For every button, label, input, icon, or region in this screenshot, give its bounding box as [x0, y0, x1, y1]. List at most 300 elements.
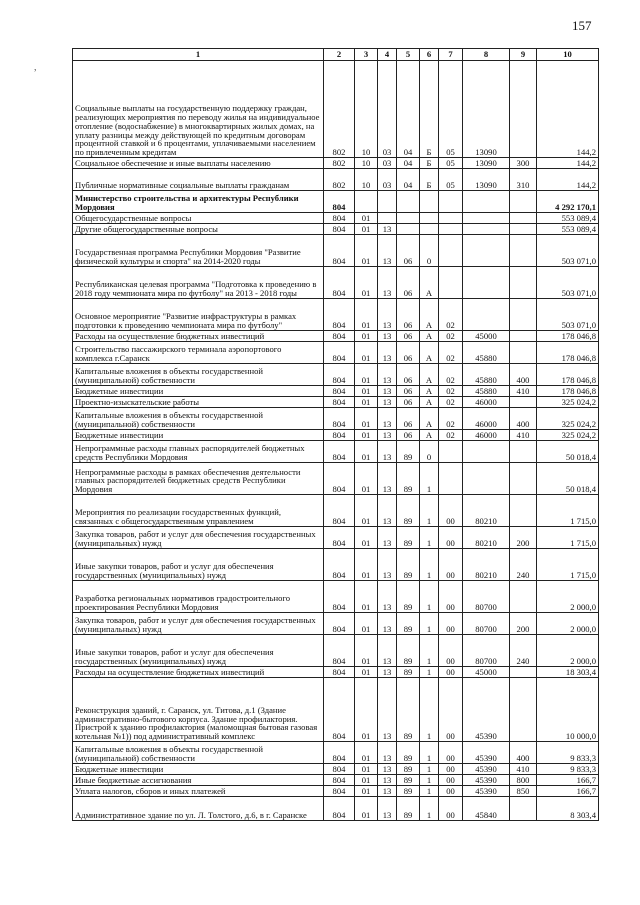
row-napr: 13090 — [463, 158, 510, 169]
row-podprog: А — [420, 386, 439, 397]
margin-mark: , — [34, 62, 37, 73]
row-podprog: 1 — [420, 581, 439, 613]
row-podrazdel: 03 — [378, 158, 397, 169]
row-sum: 144,2 — [537, 158, 599, 169]
table-row — [73, 169, 599, 191]
row-ved: 804 — [324, 549, 355, 581]
row-podrazdel: 03 — [378, 169, 397, 191]
row-vid: 200 — [510, 527, 537, 549]
table-row — [73, 61, 599, 158]
row-podrazdel: 13 — [378, 635, 397, 667]
row-vid — [510, 213, 537, 224]
row-ved: 804 — [324, 430, 355, 441]
row-meropr: 00 — [439, 549, 463, 581]
row-podrazdel: 13 — [378, 581, 397, 613]
row-podrazdel: 13 — [378, 430, 397, 441]
row-vid — [510, 342, 537, 364]
row-ved: 804 — [324, 342, 355, 364]
row-razdel: 01 — [355, 299, 378, 331]
row-razdel: 01 — [355, 386, 378, 397]
row-napr — [463, 224, 510, 235]
row-podprog: 1 — [420, 463, 439, 495]
row-name: Бюджетные инвестиции — [73, 430, 324, 441]
row-ved: 802 — [324, 158, 355, 169]
row-podrazdel: 13 — [378, 549, 397, 581]
table-row — [73, 441, 599, 463]
row-meropr: 02 — [439, 386, 463, 397]
row-razdel: 10 — [355, 61, 378, 158]
row-ved: 804 — [324, 224, 355, 235]
table-row — [73, 397, 599, 408]
row-ved: 804 — [324, 775, 355, 786]
row-prog: 89 — [397, 527, 420, 549]
row-meropr: 05 — [439, 61, 463, 158]
row-name: Административное здание по ул. Л. Толстого, д.6, в г. Саранске — [73, 797, 324, 821]
row-razdel: 01 — [355, 613, 378, 635]
row-name: Непрограммные расходы главных распорядителей бюджетных средств Республики Мордовия — [73, 441, 324, 463]
row-sum: 8 303,4 — [537, 797, 599, 821]
row-razdel: 01 — [355, 678, 378, 742]
row-razdel: 01 — [355, 267, 378, 299]
row-podprog: 1 — [420, 775, 439, 786]
table-row — [73, 667, 599, 678]
row-napr: 45880 — [463, 386, 510, 397]
table-row — [73, 342, 599, 364]
row-sum: 2 000,0 — [537, 581, 599, 613]
row-podprog: 1 — [420, 742, 439, 764]
row-ved: 804 — [324, 331, 355, 342]
row-sum: 553 089,4 — [537, 224, 599, 235]
row-vid: 300 — [510, 158, 537, 169]
row-name: Публичные нормативные социальные выплаты гражданам — [73, 169, 324, 191]
row-meropr: 02 — [439, 364, 463, 386]
row-prog: 06 — [397, 364, 420, 386]
row-meropr — [439, 235, 463, 267]
table-row — [73, 299, 599, 331]
row-prog — [397, 191, 420, 213]
row-meropr — [439, 441, 463, 463]
row-razdel: 01 — [355, 797, 378, 821]
row-prog: 06 — [397, 331, 420, 342]
row-prog: 89 — [397, 678, 420, 742]
row-napr: 45390 — [463, 764, 510, 775]
row-prog: 89 — [397, 797, 420, 821]
row-podprog: А — [420, 430, 439, 441]
row-razdel: 01 — [355, 397, 378, 408]
row-podrazdel: 13 — [378, 441, 397, 463]
row-podrazdel — [378, 213, 397, 224]
table-row — [73, 191, 599, 213]
table-row — [73, 495, 599, 527]
row-sum: 178 046,8 — [537, 364, 599, 386]
row-napr — [463, 463, 510, 495]
row-name: Бюджетные инвестиции — [73, 386, 324, 397]
row-prog: 04 — [397, 169, 420, 191]
row-razdel — [355, 191, 378, 213]
row-vid — [510, 797, 537, 821]
row-podprog: 1 — [420, 495, 439, 527]
row-prog: 89 — [397, 775, 420, 786]
row-name: Иные закупки товаров, работ и услуг для обеспечения государственных (муниципальных) нужд — [73, 635, 324, 667]
row-vid — [510, 463, 537, 495]
row-name: Иные закупки товаров, работ и услуг для обеспечения государственных (муниципальных) нужд — [73, 549, 324, 581]
row-podprog: Б — [420, 169, 439, 191]
row-ved: 804 — [324, 408, 355, 430]
row-meropr: 02 — [439, 299, 463, 331]
row-ved: 804 — [324, 299, 355, 331]
row-sum: 144,2 — [537, 169, 599, 191]
row-prog: 06 — [397, 397, 420, 408]
row-name: Строительство пассажирского терминала аэропортового комплекса г.Саранск — [73, 342, 324, 364]
row-ved: 804 — [324, 786, 355, 797]
row-ved: 804 — [324, 267, 355, 299]
table-row — [73, 678, 599, 742]
row-vid — [510, 331, 537, 342]
row-podprog: 1 — [420, 667, 439, 678]
row-napr: 45880 — [463, 364, 510, 386]
row-napr: 80700 — [463, 635, 510, 667]
row-prog: 06 — [397, 299, 420, 331]
row-ved: 804 — [324, 581, 355, 613]
table-row — [73, 775, 599, 786]
row-podrazdel: 13 — [378, 613, 397, 635]
row-name: Основное мероприятие "Развитие инфраструктуры в рамках подготовки к проведению чемпионата мира по футболу" — [73, 299, 324, 331]
row-prog: 89 — [397, 463, 420, 495]
table-row — [73, 235, 599, 267]
row-name: Расходы на осуществление бюджетных инвестиций — [73, 667, 324, 678]
row-meropr: 02 — [439, 342, 463, 364]
row-podrazdel: 13 — [378, 495, 397, 527]
row-napr: 80700 — [463, 581, 510, 613]
row-podrazdel: 13 — [378, 786, 397, 797]
row-vid: 200 — [510, 613, 537, 635]
row-meropr — [439, 191, 463, 213]
row-prog: 06 — [397, 342, 420, 364]
row-napr — [463, 213, 510, 224]
row-podprog: А — [420, 364, 439, 386]
row-meropr: 02 — [439, 397, 463, 408]
row-sum: 4 292 170,1 — [537, 191, 599, 213]
row-razdel: 01 — [355, 775, 378, 786]
row-podrazdel: 13 — [378, 299, 397, 331]
row-meropr: 00 — [439, 764, 463, 775]
row-meropr: 00 — [439, 581, 463, 613]
row-napr: 45390 — [463, 742, 510, 764]
row-name: Социальные выплаты на государственную поддержку граждан, реализующих мероприятия по переводу жилья на индивидуальное отопление (водоснабжение) в многоквартирных жилых домах, на уплату разницы между действующей по кредитным договорам процентной ставкой и 6 процентами, уплачиваемыми населением по привлеченным кредитам — [73, 61, 324, 158]
row-napr — [463, 441, 510, 463]
row-podprog: А — [420, 408, 439, 430]
row-podrazdel: 13 — [378, 267, 397, 299]
row-sum: 325 024,2 — [537, 408, 599, 430]
row-razdel: 01 — [355, 549, 378, 581]
row-sum: 166,7 — [537, 786, 599, 797]
row-razdel: 01 — [355, 235, 378, 267]
row-podrazdel: 13 — [378, 342, 397, 364]
row-razdel: 01 — [355, 331, 378, 342]
row-sum: 503 071,0 — [537, 267, 599, 299]
row-razdel: 01 — [355, 581, 378, 613]
row-podprog: 1 — [420, 635, 439, 667]
row-prog: 06 — [397, 430, 420, 441]
row-prog: 06 — [397, 267, 420, 299]
row-napr — [463, 235, 510, 267]
row-meropr — [439, 267, 463, 299]
row-sum: 50 018,4 — [537, 463, 599, 495]
row-podprog: 1 — [420, 797, 439, 821]
row-razdel: 01 — [355, 408, 378, 430]
row-podrazdel: 13 — [378, 235, 397, 267]
row-vid — [510, 667, 537, 678]
row-ved: 802 — [324, 169, 355, 191]
row-name: Бюджетные инвестиции — [73, 764, 324, 775]
row-napr — [463, 267, 510, 299]
row-sum: 166,7 — [537, 775, 599, 786]
row-ved: 804 — [324, 386, 355, 397]
row-razdel: 01 — [355, 224, 378, 235]
row-napr: 13090 — [463, 61, 510, 158]
row-prog: 89 — [397, 635, 420, 667]
row-name: Социальное обеспечение и иные выплаты населению — [73, 158, 324, 169]
row-name: Капитальные вложения в объекты государственной (муниципальной) собственности — [73, 364, 324, 386]
column-header-5: 5 — [397, 49, 420, 61]
row-ved: 804 — [324, 527, 355, 549]
row-razdel: 01 — [355, 430, 378, 441]
row-podprog: А — [420, 342, 439, 364]
row-name: Расходы на осуществление бюджетных инвестиций — [73, 331, 324, 342]
row-razdel: 01 — [355, 764, 378, 775]
row-ved: 804 — [324, 463, 355, 495]
row-sum: 1 715,0 — [537, 549, 599, 581]
row-razdel: 01 — [355, 364, 378, 386]
table-row — [73, 742, 599, 764]
row-name: Мероприятия по реализации государственных функций, связанных с общегосударственным управлением — [73, 495, 324, 527]
row-sum: 9 833,3 — [537, 742, 599, 764]
row-name: Республиканская целевая программа "Подготовка к проведению в 2018 году чемпионата мира по футболу" на 2013 - 2018 годы — [73, 267, 324, 299]
row-podrazdel: 13 — [378, 463, 397, 495]
row-podprog: А — [420, 397, 439, 408]
row-ved: 804 — [324, 635, 355, 667]
row-vid — [510, 235, 537, 267]
row-sum: 2 000,0 — [537, 613, 599, 635]
table-row — [73, 267, 599, 299]
row-vid: 400 — [510, 364, 537, 386]
row-sum: 2 000,0 — [537, 635, 599, 667]
row-name: Капитальные вложения в объекты государственной (муниципальной) собственности — [73, 742, 324, 764]
row-podrazdel: 13 — [378, 364, 397, 386]
row-ved: 804 — [324, 678, 355, 742]
row-sum: 9 833,3 — [537, 764, 599, 775]
row-razdel: 01 — [355, 527, 378, 549]
row-razdel: 01 — [355, 441, 378, 463]
row-meropr: 02 — [439, 408, 463, 430]
row-meropr: 00 — [439, 495, 463, 527]
row-vid — [510, 299, 537, 331]
row-podrazdel — [378, 191, 397, 213]
row-napr: 46000 — [463, 397, 510, 408]
row-name: Министерство строительства и архитектуры Республики Мордовия — [73, 191, 324, 213]
row-podprog: А — [420, 267, 439, 299]
row-prog: 06 — [397, 386, 420, 397]
row-podprog: 0 — [420, 235, 439, 267]
row-prog: 89 — [397, 549, 420, 581]
row-prog: 89 — [397, 613, 420, 635]
table-row — [73, 797, 599, 821]
table-row — [73, 463, 599, 495]
row-meropr — [439, 463, 463, 495]
column-header-7: 7 — [439, 49, 463, 61]
row-razdel: 01 — [355, 635, 378, 667]
row-meropr: 00 — [439, 667, 463, 678]
row-ved: 804 — [324, 667, 355, 678]
row-name: Проектно-изыскательские работы — [73, 397, 324, 408]
row-ved: 802 — [324, 61, 355, 158]
row-napr: 80210 — [463, 495, 510, 527]
row-name: Разработка региональных нормативов градостроительного проектирования Республики Мордовия — [73, 581, 324, 613]
row-razdel: 01 — [355, 786, 378, 797]
row-ved: 804 — [324, 613, 355, 635]
row-napr: 45840 — [463, 797, 510, 821]
row-sum: 325 024,2 — [537, 397, 599, 408]
row-name: Иные бюджетные ассигнования — [73, 775, 324, 786]
column-header-8: 8 — [463, 49, 510, 61]
row-napr: 45390 — [463, 678, 510, 742]
row-podrazdel: 13 — [378, 331, 397, 342]
row-razdel: 10 — [355, 169, 378, 191]
row-sum: 1 715,0 — [537, 527, 599, 549]
row-vid — [510, 581, 537, 613]
row-meropr: 00 — [439, 786, 463, 797]
row-name: Другие общегосударственные вопросы — [73, 224, 324, 235]
row-podrazdel: 13 — [378, 775, 397, 786]
row-podprog: А — [420, 299, 439, 331]
table-row — [73, 527, 599, 549]
row-prog: 04 — [397, 158, 420, 169]
row-podprog: 1 — [420, 678, 439, 742]
row-sum: 1 715,0 — [537, 495, 599, 527]
row-podrazdel: 13 — [378, 678, 397, 742]
row-name: Уплата налогов, сборов и иных платежей — [73, 786, 324, 797]
row-napr: 46000 — [463, 430, 510, 441]
row-name: Общегосударственные вопросы — [73, 213, 324, 224]
row-vid: 410 — [510, 764, 537, 775]
row-napr: 80210 — [463, 549, 510, 581]
row-sum: 503 071,0 — [537, 299, 599, 331]
row-napr: 45000 — [463, 331, 510, 342]
budget-table — [72, 48, 599, 821]
table-row — [73, 430, 599, 441]
row-meropr: 00 — [439, 635, 463, 667]
row-napr — [463, 299, 510, 331]
row-name: Государственная программа Республики Мордовия "Развитие физической культуры и спорта" на 2014-2020 годы — [73, 235, 324, 267]
row-podprog: Б — [420, 158, 439, 169]
row-vid: 310 — [510, 169, 537, 191]
table-row — [73, 364, 599, 386]
row-podrazdel: 13 — [378, 667, 397, 678]
row-podprog — [420, 224, 439, 235]
row-vid — [510, 61, 537, 158]
column-header-4: 4 — [378, 49, 397, 61]
row-vid — [510, 495, 537, 527]
row-podrazdel: 13 — [378, 224, 397, 235]
row-razdel: 01 — [355, 667, 378, 678]
column-header-9: 9 — [510, 49, 537, 61]
row-vid — [510, 267, 537, 299]
row-sum: 10 000,0 — [537, 678, 599, 742]
row-name: Капитальные вложения в объекты государственной (муниципальной) собственности — [73, 408, 324, 430]
row-ved: 804 — [324, 191, 355, 213]
row-vid — [510, 397, 537, 408]
row-ved: 804 — [324, 364, 355, 386]
row-prog: 89 — [397, 667, 420, 678]
row-ved: 804 — [324, 797, 355, 821]
table-row — [73, 635, 599, 667]
row-meropr: 02 — [439, 430, 463, 441]
row-ved: 804 — [324, 213, 355, 224]
row-ved: 804 — [324, 764, 355, 775]
row-napr: 45390 — [463, 775, 510, 786]
row-vid: 240 — [510, 635, 537, 667]
row-meropr: 00 — [439, 527, 463, 549]
row-napr: 46000 — [463, 408, 510, 430]
row-ved: 804 — [324, 495, 355, 527]
row-podrazdel: 13 — [378, 386, 397, 397]
row-vid: 850 — [510, 786, 537, 797]
row-prog: 89 — [397, 581, 420, 613]
row-podprog: 1 — [420, 764, 439, 775]
table-row — [73, 549, 599, 581]
table-row — [73, 224, 599, 235]
row-podrazdel: 13 — [378, 408, 397, 430]
row-napr: 45880 — [463, 342, 510, 364]
row-vid: 410 — [510, 430, 537, 441]
row-napr: 80700 — [463, 613, 510, 635]
row-napr — [463, 191, 510, 213]
row-sum: 18 303,4 — [537, 667, 599, 678]
row-name: Непрограммные расходы в рамках обеспечения деятельности главных распорядителей бюджетных средств Республики Мордовия — [73, 463, 324, 495]
column-header-2: 2 — [324, 49, 355, 61]
row-razdel: 01 — [355, 213, 378, 224]
row-podprog: 1 — [420, 786, 439, 797]
row-podprog: 0 — [420, 441, 439, 463]
row-razdel: 01 — [355, 742, 378, 764]
row-prog: 89 — [397, 764, 420, 775]
row-vid — [510, 191, 537, 213]
row-podrazdel: 13 — [378, 527, 397, 549]
row-name: Закупка товаров, работ и услуг для обеспечения государственных (муниципальных) нужд — [73, 527, 324, 549]
row-prog: 89 — [397, 495, 420, 527]
table-row — [73, 158, 599, 169]
row-meropr: 00 — [439, 742, 463, 764]
row-ved: 804 — [324, 742, 355, 764]
row-vid — [510, 441, 537, 463]
row-sum: 144,2 — [537, 61, 599, 158]
row-razdel: 01 — [355, 495, 378, 527]
row-meropr: 05 — [439, 158, 463, 169]
row-sum: 553 089,4 — [537, 213, 599, 224]
row-sum: 325 024,2 — [537, 430, 599, 441]
row-prog: 89 — [397, 441, 420, 463]
row-vid: 400 — [510, 742, 537, 764]
row-ved: 804 — [324, 235, 355, 267]
table-row — [73, 613, 599, 635]
row-podrazdel: 03 — [378, 61, 397, 158]
row-meropr: 02 — [439, 331, 463, 342]
row-napr: 45390 — [463, 786, 510, 797]
row-sum: 50 018,4 — [537, 441, 599, 463]
row-prog: 89 — [397, 786, 420, 797]
row-podprog: 1 — [420, 527, 439, 549]
row-podrazdel: 13 — [378, 797, 397, 821]
